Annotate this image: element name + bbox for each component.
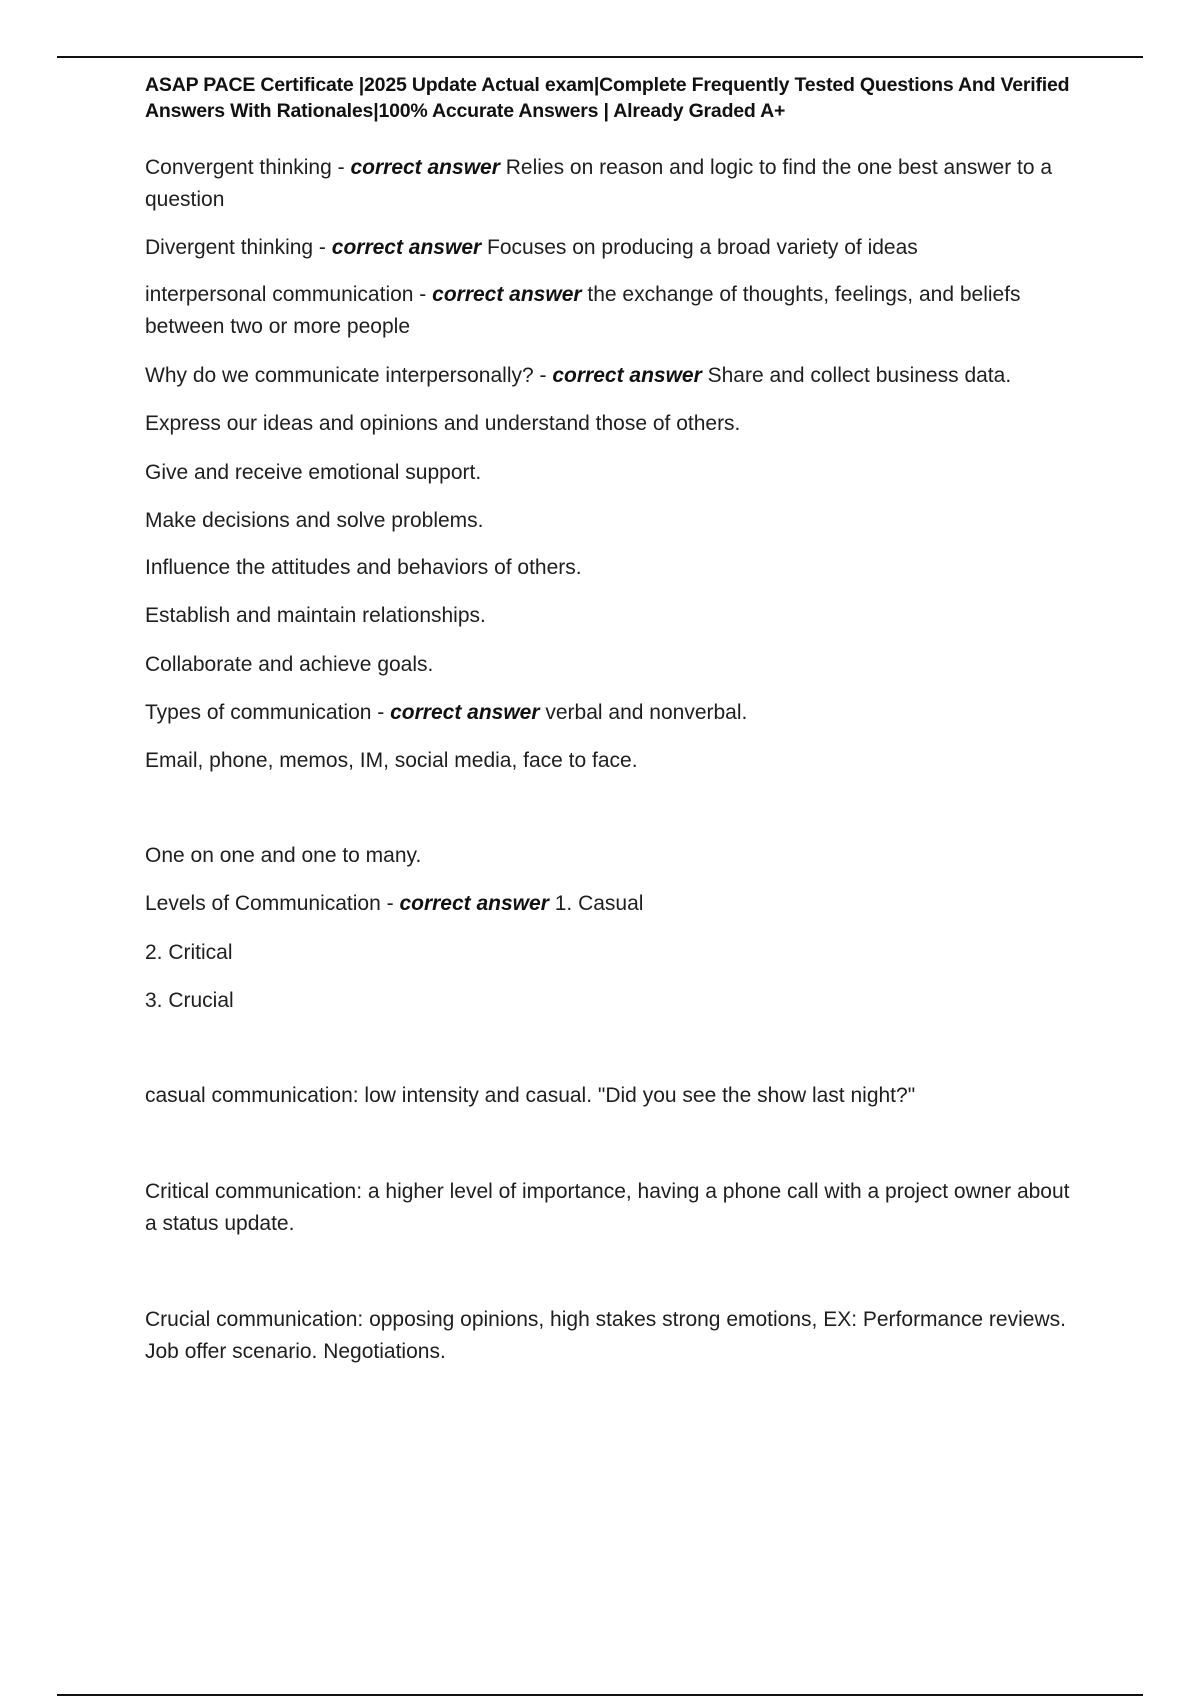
- entry-definition: Relies on reason and logic to find the one best answer to a question: [145, 156, 1053, 211]
- text-line: Critical communication: a higher level of importance, having a phone call with a project owner about a status update.: [145, 1180, 1070, 1235]
- document-title: ASAP PACE Certificate |2025 Update Actual exam|Complete Frequently Tested Questions And Verified Answers With Rationales|100% Accurate Answers | Already Graded A+: [145, 74, 1070, 122]
- text-line: One on one and one to many.: [145, 844, 422, 867]
- qa-entry-types-of-communication: [145, 697, 1085, 729]
- entry-term: Types of communication: [145, 701, 372, 724]
- text-line: Express our ideas and opinions and understand those of others.: [145, 412, 741, 435]
- text-line: Establish and maintain relationships.: [145, 604, 486, 627]
- answer-marker: correct answer: [552, 364, 702, 387]
- answer-marker: correct answer: [390, 701, 540, 724]
- text-line: 2. Critical: [145, 941, 233, 964]
- qa-entry-why-communicate: [145, 360, 1085, 392]
- entry-term: interpersonal communication: [145, 283, 414, 306]
- text-line: Collaborate and achieve goals.: [145, 653, 434, 676]
- entry-separator: -: [313, 236, 332, 259]
- entry-definition: the exchange of thoughts, feelings, and beliefs between two or more people: [145, 283, 1021, 338]
- entry-definition: 1. Casual: [554, 892, 644, 915]
- entry-separator: -: [380, 892, 400, 915]
- entry-definition: Focuses on producing a broad variety of ideas: [487, 236, 918, 259]
- entry-separator: -: [533, 364, 553, 387]
- text-line: Crucial communication: opposing opinions, high stakes strong emotions, EX: Performance reviews. Job offer scenario. Negotiations.: [145, 1308, 1066, 1363]
- answer-marker: correct answer: [331, 236, 482, 259]
- qa-entry-interpersonal-communication: [145, 279, 1085, 343]
- text-line: 3. Crucial: [145, 989, 234, 1012]
- answer-marker: correct answer: [350, 156, 500, 179]
- text-line: Influence the attitudes and behaviors of others.: [145, 556, 582, 579]
- answer-marker: correct answer: [432, 283, 582, 306]
- text-line: Give and receive emotional support.: [145, 461, 482, 484]
- entry-separator: -: [413, 283, 433, 306]
- entry-term: Why do we communicate interpersonally?: [145, 364, 534, 387]
- qa-entry-divergent-thinking: [145, 232, 1085, 264]
- answer-marker: correct answer: [399, 892, 549, 915]
- entry-separator: -: [371, 701, 391, 724]
- entry-term: Levels of Communication: [145, 892, 381, 915]
- entry-term: Divergent thinking: [145, 236, 314, 259]
- text-line: Make decisions and solve problems.: [145, 509, 484, 532]
- qa-entry-convergent-thinking: [145, 152, 1085, 216]
- bottom-divider: [57, 1694, 1143, 1696]
- entry-term: Convergent thinking: [145, 156, 332, 179]
- top-divider: [57, 56, 1143, 58]
- text-line: Email, phone, memos, IM, social media, face to face.: [145, 749, 638, 772]
- entry-separator: -: [331, 156, 351, 179]
- entry-definition: Share and collect business data.: [707, 364, 1012, 387]
- qa-entry-levels-of-communication: [145, 888, 1085, 920]
- text-line: casual communication: low intensity and casual. "Did you see the show last night?": [145, 1084, 916, 1107]
- entry-definition: verbal and nonverbal.: [545, 701, 748, 724]
